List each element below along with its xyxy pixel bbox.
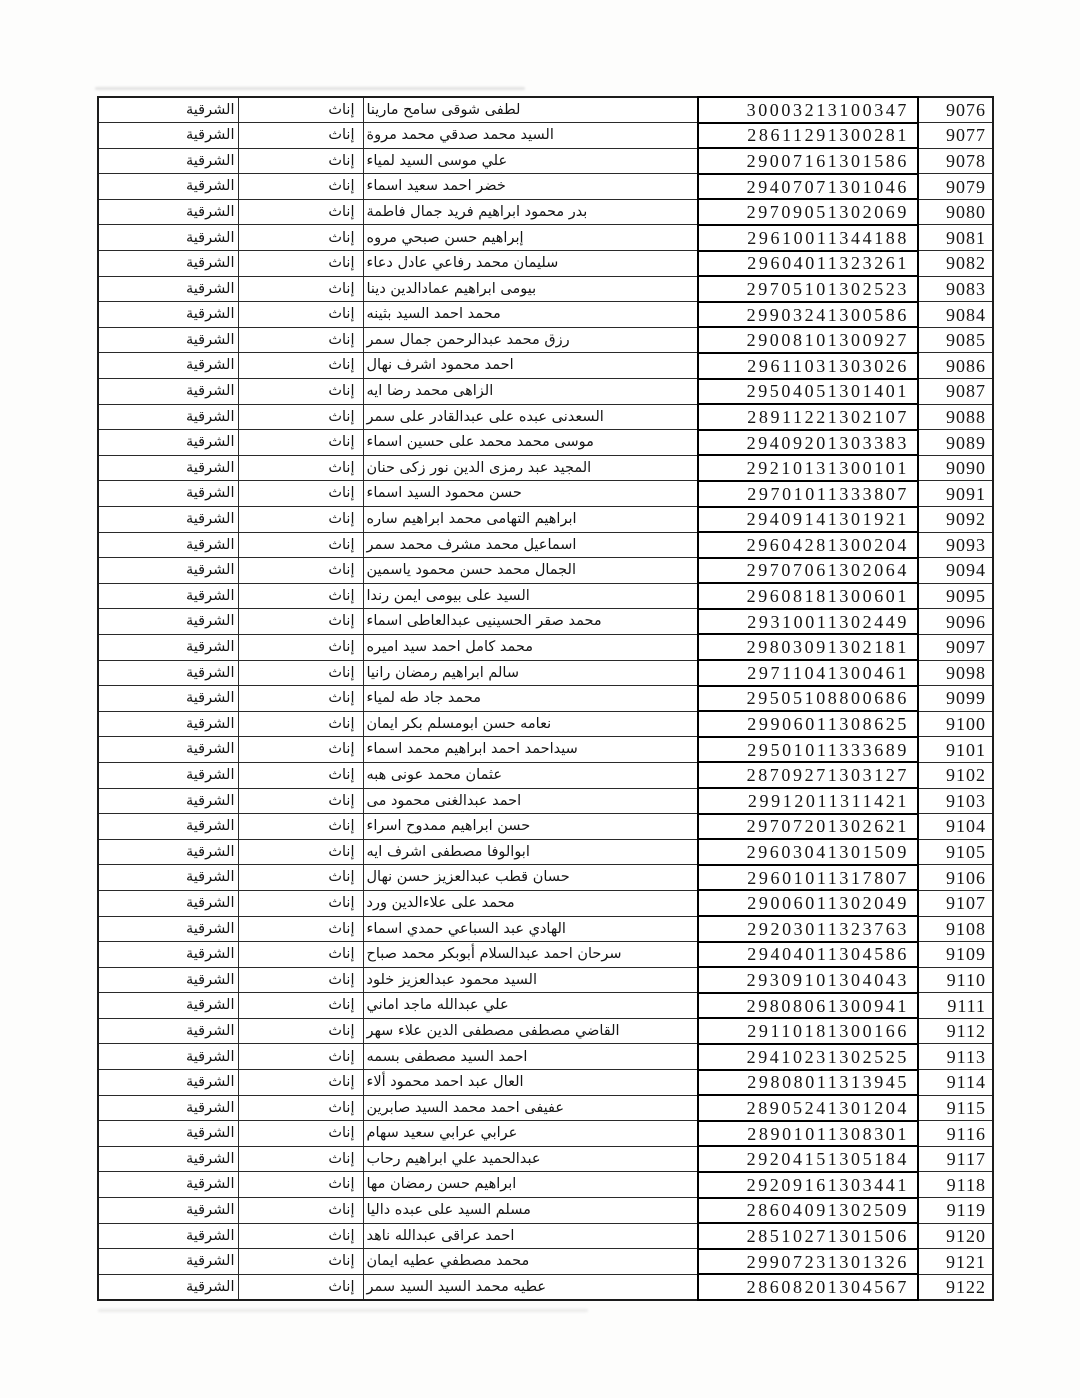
national-id-cell: 29707201302621 — [698, 814, 918, 840]
governorate-cell: الشرقية — [98, 251, 238, 277]
serial-cell: 9110 — [918, 967, 993, 993]
national-id-cell: 29711041300461 — [698, 660, 918, 686]
name-cell: سليمان محمد رفاعي عادل دعاء — [363, 251, 698, 277]
table-row — [98, 199, 993, 225]
name-cell: حسن محمود السيد اسماء — [363, 481, 698, 507]
national-id-cell: 29601011317807 — [698, 865, 918, 891]
name-cell: عرابي عرابي سعيد سهام — [363, 1121, 698, 1147]
table-row — [98, 1095, 993, 1121]
table-row — [98, 353, 993, 379]
national-id-cell: 29505108800686 — [698, 686, 918, 712]
gender-cell: إناث — [238, 1274, 363, 1300]
serial-cell: 9121 — [918, 1249, 993, 1275]
serial-cell: 9078 — [918, 148, 993, 174]
national-id-cell: 29608181300601 — [698, 583, 918, 609]
name-cell: محمد على علاءالدين ورد — [363, 890, 698, 916]
serial-cell: 9115 — [918, 1095, 993, 1121]
serial-cell: 9083 — [918, 276, 993, 302]
governorate-cell: الشرقية — [98, 148, 238, 174]
table-row — [98, 430, 993, 456]
serial-cell: 9107 — [918, 890, 993, 916]
gender-cell: إناث — [238, 865, 363, 891]
name-cell: الهادي عبد السباعي حمدي اسماء — [363, 916, 698, 942]
serial-cell: 9120 — [918, 1223, 993, 1249]
table-row — [98, 1198, 993, 1224]
national-id-cell: 29007161301586 — [698, 148, 918, 174]
governorate-cell: الشرقية — [98, 839, 238, 865]
governorate-cell: الشرقية — [98, 327, 238, 353]
governorate-cell: الشرقية — [98, 865, 238, 891]
gender-cell: إناث — [238, 1249, 363, 1275]
gender-cell: إناث — [238, 225, 363, 251]
serial-cell: 9098 — [918, 660, 993, 686]
serial-cell: 9106 — [918, 865, 993, 891]
governorate-cell: الشرقية — [98, 532, 238, 558]
serial-cell: 9090 — [918, 455, 993, 481]
governorate-cell: الشرقية — [98, 1070, 238, 1096]
gender-cell: إناث — [238, 814, 363, 840]
table-row — [98, 123, 993, 149]
national-id-cell: 28611291300281 — [698, 123, 918, 149]
serial-cell: 9109 — [918, 942, 993, 968]
name-cell: لطفى شوقى سامح مارينا — [363, 97, 698, 123]
governorate-cell: الشرقية — [98, 916, 238, 942]
national-id-cell: 29709051302069 — [698, 199, 918, 225]
serial-cell: 9096 — [918, 609, 993, 635]
table-row — [98, 583, 993, 609]
name-cell: علي موسى السيد لمياء — [363, 148, 698, 174]
serial-cell: 9118 — [918, 1172, 993, 1198]
national-id-cell: 29203011323763 — [698, 916, 918, 942]
serial-cell: 9089 — [918, 430, 993, 456]
governorate-cell: الشرقية — [98, 353, 238, 379]
table-row — [98, 404, 993, 430]
table-row — [98, 762, 993, 788]
governorate-cell: الشرقية — [98, 558, 238, 584]
name-cell: احمد عراقى عبدالله ناهد — [363, 1223, 698, 1249]
serial-cell: 9091 — [918, 481, 993, 507]
table-row — [98, 865, 993, 891]
table-row — [98, 276, 993, 302]
gender-cell: إناث — [238, 1095, 363, 1121]
gender-cell: إناث — [238, 302, 363, 328]
gender-cell: إناث — [238, 942, 363, 968]
name-cell: السيد محمد صدقي محمد مروة — [363, 123, 698, 149]
governorate-cell: الشرقية — [98, 762, 238, 788]
name-cell: المجيد عبد رمزى الدين نور زكى حنان — [363, 455, 698, 481]
national-id-cell: 29309101304043 — [698, 967, 918, 993]
gender-cell: إناث — [238, 1044, 363, 1070]
table-row — [98, 327, 993, 353]
name-cell: احمد محمود اشرف نهال — [363, 353, 698, 379]
name-cell: علي عبدالله ماجد اماني — [363, 993, 698, 1019]
gender-cell: إناث — [238, 558, 363, 584]
serial-cell: 9119 — [918, 1198, 993, 1224]
national-id-cell: 28911221302107 — [698, 404, 918, 430]
table-row — [98, 967, 993, 993]
serial-cell: 9104 — [918, 814, 993, 840]
gender-cell: إناث — [238, 353, 363, 379]
name-cell: بيومى ابراهيم عمادالدين دينا — [363, 276, 698, 302]
table-row — [98, 788, 993, 814]
governorate-cell: الشرقية — [98, 404, 238, 430]
national-id-cell: 29912011311421 — [698, 788, 918, 814]
governorate-cell: الشرقية — [98, 1044, 238, 1070]
name-cell: حسان قطب عبدالعزيز حسن نهال — [363, 865, 698, 891]
governorate-cell: الشرقية — [98, 660, 238, 686]
name-cell: عطيه محمد السيد السيد سمر — [363, 1274, 698, 1300]
governorate-cell: الشرقية — [98, 455, 238, 481]
gender-cell: إناث — [238, 839, 363, 865]
serial-cell: 9112 — [918, 1018, 993, 1044]
table-row — [98, 686, 993, 712]
name-cell: اسماعيل محمد مشرف محمد سمر — [363, 532, 698, 558]
governorate-cell: الشرقية — [98, 993, 238, 1019]
gender-cell: إناث — [238, 737, 363, 763]
serial-cell: 9108 — [918, 916, 993, 942]
voter-roster-table — [97, 96, 994, 1301]
name-cell: عفيفى احمد محمد السيد صابرين — [363, 1095, 698, 1121]
governorate-cell: الشرقية — [98, 1274, 238, 1300]
name-cell: سالم ابراهيم رمضان رانيا — [363, 660, 698, 686]
gender-cell: إناث — [238, 583, 363, 609]
name-cell: سرحان احمد عبدالسلام أبوبكر محمد صباح — [363, 942, 698, 968]
serial-cell: 9100 — [918, 711, 993, 737]
national-id-cell: 30003213100347 — [698, 97, 918, 123]
governorate-cell: الشرقية — [98, 1121, 238, 1147]
name-cell: سيداحمد احمد ابراهيم محمد اسماء — [363, 737, 698, 763]
gender-cell: إناث — [238, 916, 363, 942]
table-row — [98, 507, 993, 533]
national-id-cell: 29707061302064 — [698, 558, 918, 584]
governorate-cell: الشرقية — [98, 890, 238, 916]
national-id-cell: 28510271301506 — [698, 1223, 918, 1249]
governorate-cell: الشرقية — [98, 225, 238, 251]
table-body — [98, 97, 993, 1300]
national-id-cell: 29604011323261 — [698, 251, 918, 277]
table-row — [98, 225, 993, 251]
name-cell: رزق محمد عبدالرحمن جمال سمر — [363, 327, 698, 353]
serial-cell: 9081 — [918, 225, 993, 251]
gender-cell: إناث — [238, 609, 363, 635]
serial-cell: 9085 — [918, 327, 993, 353]
serial-cell: 9087 — [918, 379, 993, 405]
gender-cell: إناث — [238, 660, 363, 686]
governorate-cell: الشرقية — [98, 430, 238, 456]
name-cell: ابوالوفا مصطفى اشرف ايه — [363, 839, 698, 865]
governorate-cell: الشرقية — [98, 481, 238, 507]
national-id-cell: 29803091302181 — [698, 634, 918, 660]
national-id-cell: 29610011344188 — [698, 225, 918, 251]
name-cell: خضر احمد سعيد اسماء — [363, 174, 698, 200]
table-row — [98, 558, 993, 584]
gender-cell: إناث — [238, 634, 363, 660]
serial-cell: 9114 — [918, 1070, 993, 1096]
serial-cell: 9088 — [918, 404, 993, 430]
governorate-cell: الشرقية — [98, 199, 238, 225]
serial-cell: 9099 — [918, 686, 993, 712]
national-id-cell: 28901011308301 — [698, 1121, 918, 1147]
national-id-cell: 28604091302509 — [698, 1198, 918, 1224]
gender-cell: إناث — [238, 1172, 363, 1198]
gender-cell: إناث — [238, 97, 363, 123]
table-row — [98, 634, 993, 660]
serial-cell: 9113 — [918, 1044, 993, 1070]
serial-cell: 9084 — [918, 302, 993, 328]
gender-cell: إناث — [238, 174, 363, 200]
governorate-cell: الشرقية — [98, 814, 238, 840]
national-id-cell: 29701011333807 — [698, 481, 918, 507]
table-row — [98, 97, 993, 123]
name-cell: ابراهيم حسن رمضان مها — [363, 1172, 698, 1198]
table-row — [98, 1249, 993, 1275]
gender-cell: إناث — [238, 967, 363, 993]
national-id-cell: 29903241300586 — [698, 302, 918, 328]
serial-cell: 9103 — [918, 788, 993, 814]
governorate-cell: الشرقية — [98, 123, 238, 149]
name-cell: العال عبد احمد محمود ألاء — [363, 1070, 698, 1096]
national-id-cell: 29501011333689 — [698, 737, 918, 763]
national-id-cell: 29006011302049 — [698, 890, 918, 916]
table-row — [98, 609, 993, 635]
table-row — [98, 1121, 993, 1147]
governorate-cell: الشرقية — [98, 583, 238, 609]
national-id-cell: 28709271303127 — [698, 762, 918, 788]
governorate-cell: الشرقية — [98, 1018, 238, 1044]
gender-cell: إناث — [238, 251, 363, 277]
table-row — [98, 251, 993, 277]
national-id-cell: 29604281300204 — [698, 532, 918, 558]
name-cell: إبراهيم حسن صبحي مروه — [363, 225, 698, 251]
name-cell: محمد صقر الحسينيى عبدالعاطى اسماء — [363, 609, 698, 635]
gender-cell: إناث — [238, 788, 363, 814]
gender-cell: إناث — [238, 1121, 363, 1147]
national-id-cell: 29504051301401 — [698, 379, 918, 405]
serial-cell: 9076 — [918, 97, 993, 123]
national-id-cell: 29603041301509 — [698, 839, 918, 865]
table-row — [98, 737, 993, 763]
table-row — [98, 1146, 993, 1172]
table-row — [98, 532, 993, 558]
governorate-cell: الشرقية — [98, 379, 238, 405]
name-cell: محمد كامل احمد سيد اميره — [363, 634, 698, 660]
gender-cell: إناث — [238, 762, 363, 788]
national-id-cell: 29906011308625 — [698, 711, 918, 737]
serial-cell: 9117 — [918, 1146, 993, 1172]
name-cell: السعدنى عبده على عبدالقادر على سمر — [363, 404, 698, 430]
governorate-cell: الشرقية — [98, 737, 238, 763]
name-cell: احمد السيد مصطفى بسمه — [363, 1044, 698, 1070]
table-row — [98, 379, 993, 405]
name-cell: ابراهيم التهامى محمد ابراهيم ساره — [363, 507, 698, 533]
serial-cell: 9116 — [918, 1121, 993, 1147]
serial-cell: 9097 — [918, 634, 993, 660]
serial-cell: 9122 — [918, 1274, 993, 1300]
serial-cell: 9094 — [918, 558, 993, 584]
national-id-cell: 29210131300101 — [698, 455, 918, 481]
governorate-cell: الشرقية — [98, 276, 238, 302]
gender-cell: إناث — [238, 711, 363, 737]
gender-cell: إناث — [238, 532, 363, 558]
gender-cell: إناث — [238, 1223, 363, 1249]
gender-cell: إناث — [238, 148, 363, 174]
name-cell: موسى محمد محمد على حسين اسماء — [363, 430, 698, 456]
gender-cell: إناث — [238, 430, 363, 456]
gender-cell: إناث — [238, 1070, 363, 1096]
serial-cell: 9095 — [918, 583, 993, 609]
table-row — [98, 1018, 993, 1044]
governorate-cell: الشرقية — [98, 1172, 238, 1198]
name-cell: مسلم السيد على عبده داليا — [363, 1198, 698, 1224]
gender-cell: إناث — [238, 481, 363, 507]
governorate-cell: الشرقية — [98, 634, 238, 660]
table-row — [98, 890, 993, 916]
gender-cell: إناث — [238, 686, 363, 712]
name-cell: محمد مصطفي عطيه ايمان — [363, 1249, 698, 1275]
name-cell: محمد احمد السيد بثينه — [363, 302, 698, 328]
gender-cell: إناث — [238, 507, 363, 533]
serial-cell: 9082 — [918, 251, 993, 277]
national-id-cell: 28608201304567 — [698, 1274, 918, 1300]
national-id-cell: 29705101302523 — [698, 276, 918, 302]
governorate-cell: الشرقية — [98, 711, 238, 737]
serial-cell: 9093 — [918, 532, 993, 558]
table-row — [98, 839, 993, 865]
table-row — [98, 148, 993, 174]
serial-cell: 9079 — [918, 174, 993, 200]
scan-artifact-bottom — [98, 1309, 588, 1312]
serial-cell: 9105 — [918, 839, 993, 865]
name-cell: عبدالحميد علي ابراهيم رحاب — [363, 1146, 698, 1172]
name-cell: بدر محمود ابراهيم فريد جمال فاطمة — [363, 199, 698, 225]
name-cell: السيد محمود عبدالعزيز خلود — [363, 967, 698, 993]
gender-cell: إناث — [238, 1198, 363, 1224]
table-row — [98, 1172, 993, 1198]
national-id-cell: 29409141301921 — [698, 507, 918, 533]
gender-cell: إناث — [238, 379, 363, 405]
governorate-cell: الشرقية — [98, 1095, 238, 1121]
gender-cell: إناث — [238, 123, 363, 149]
serial-cell: 9080 — [918, 199, 993, 225]
name-cell: حسن ابراهيم ممدوح اسراء — [363, 814, 698, 840]
national-id-cell: 29209161303441 — [698, 1172, 918, 1198]
national-id-cell: 28905241301204 — [698, 1095, 918, 1121]
national-id-cell: 29110181300166 — [698, 1018, 918, 1044]
governorate-cell: الشرقية — [98, 686, 238, 712]
table-row — [98, 942, 993, 968]
gender-cell: إناث — [238, 890, 363, 916]
gender-cell: إناث — [238, 455, 363, 481]
gender-cell: إناث — [238, 327, 363, 353]
table-row — [98, 481, 993, 507]
governorate-cell: الشرقية — [98, 302, 238, 328]
serial-cell: 9102 — [918, 762, 993, 788]
table-row — [98, 711, 993, 737]
table-row — [98, 174, 993, 200]
table-row — [98, 916, 993, 942]
name-cell: نعامه حسن ابومسلم بكر ايمان — [363, 711, 698, 737]
national-id-cell: 29204151305184 — [698, 1146, 918, 1172]
table-row — [98, 1070, 993, 1096]
governorate-cell: الشرقية — [98, 609, 238, 635]
national-id-cell: 29407071301046 — [698, 174, 918, 200]
national-id-cell: 29611031303026 — [698, 353, 918, 379]
serial-cell: 9111 — [918, 993, 993, 1019]
governorate-cell: الشرقية — [98, 1223, 238, 1249]
governorate-cell: الشرقية — [98, 967, 238, 993]
governorate-cell: الشرقية — [98, 788, 238, 814]
governorate-cell: الشرقية — [98, 174, 238, 200]
gender-cell: إناث — [238, 1146, 363, 1172]
governorate-cell: الشرقية — [98, 97, 238, 123]
governorate-cell: الشرقية — [98, 942, 238, 968]
table-row — [98, 814, 993, 840]
name-cell: السيد على بيومى ايمن رندا — [363, 583, 698, 609]
national-id-cell: 29808011313945 — [698, 1070, 918, 1096]
table-row — [98, 993, 993, 1019]
gender-cell: إناث — [238, 404, 363, 430]
serial-cell: 9092 — [918, 507, 993, 533]
serial-cell: 9077 — [918, 123, 993, 149]
table-row — [98, 455, 993, 481]
scan-artifact-top — [95, 87, 525, 90]
gender-cell: إناث — [238, 276, 363, 302]
national-id-cell: 29409201303383 — [698, 430, 918, 456]
serial-cell: 9086 — [918, 353, 993, 379]
national-id-cell: 29008101300927 — [698, 327, 918, 353]
name-cell: احمد عبدالغنى محمود مى — [363, 788, 698, 814]
national-id-cell: 29404011304586 — [698, 942, 918, 968]
gender-cell: إناث — [238, 199, 363, 225]
serial-cell: 9101 — [918, 737, 993, 763]
table-row — [98, 1274, 993, 1300]
name-cell: الزاهى محمد رضا ايه — [363, 379, 698, 405]
table-row — [98, 302, 993, 328]
table-row — [98, 660, 993, 686]
governorate-cell: الشرقية — [98, 507, 238, 533]
table-row — [98, 1044, 993, 1070]
name-cell: عثمان محمد عونى هبه — [363, 762, 698, 788]
name-cell: القاضي مصطفى مصطفى الدين علاء سهر — [363, 1018, 698, 1044]
name-cell: الجمال محمد حسن محمود ياسمين — [363, 558, 698, 584]
national-id-cell: 29410231302525 — [698, 1044, 918, 1070]
gender-cell: إناث — [238, 1018, 363, 1044]
name-cell: محمد جاد طه لمياء — [363, 686, 698, 712]
governorate-cell: الشرقية — [98, 1249, 238, 1275]
table-row — [98, 1223, 993, 1249]
governorate-cell: الشرقية — [98, 1198, 238, 1224]
national-id-cell: 29907231301326 — [698, 1249, 918, 1275]
governorate-cell: الشرقية — [98, 1146, 238, 1172]
gender-cell: إناث — [238, 993, 363, 1019]
national-id-cell: 29310011302449 — [698, 609, 918, 635]
national-id-cell: 29808061300941 — [698, 993, 918, 1019]
